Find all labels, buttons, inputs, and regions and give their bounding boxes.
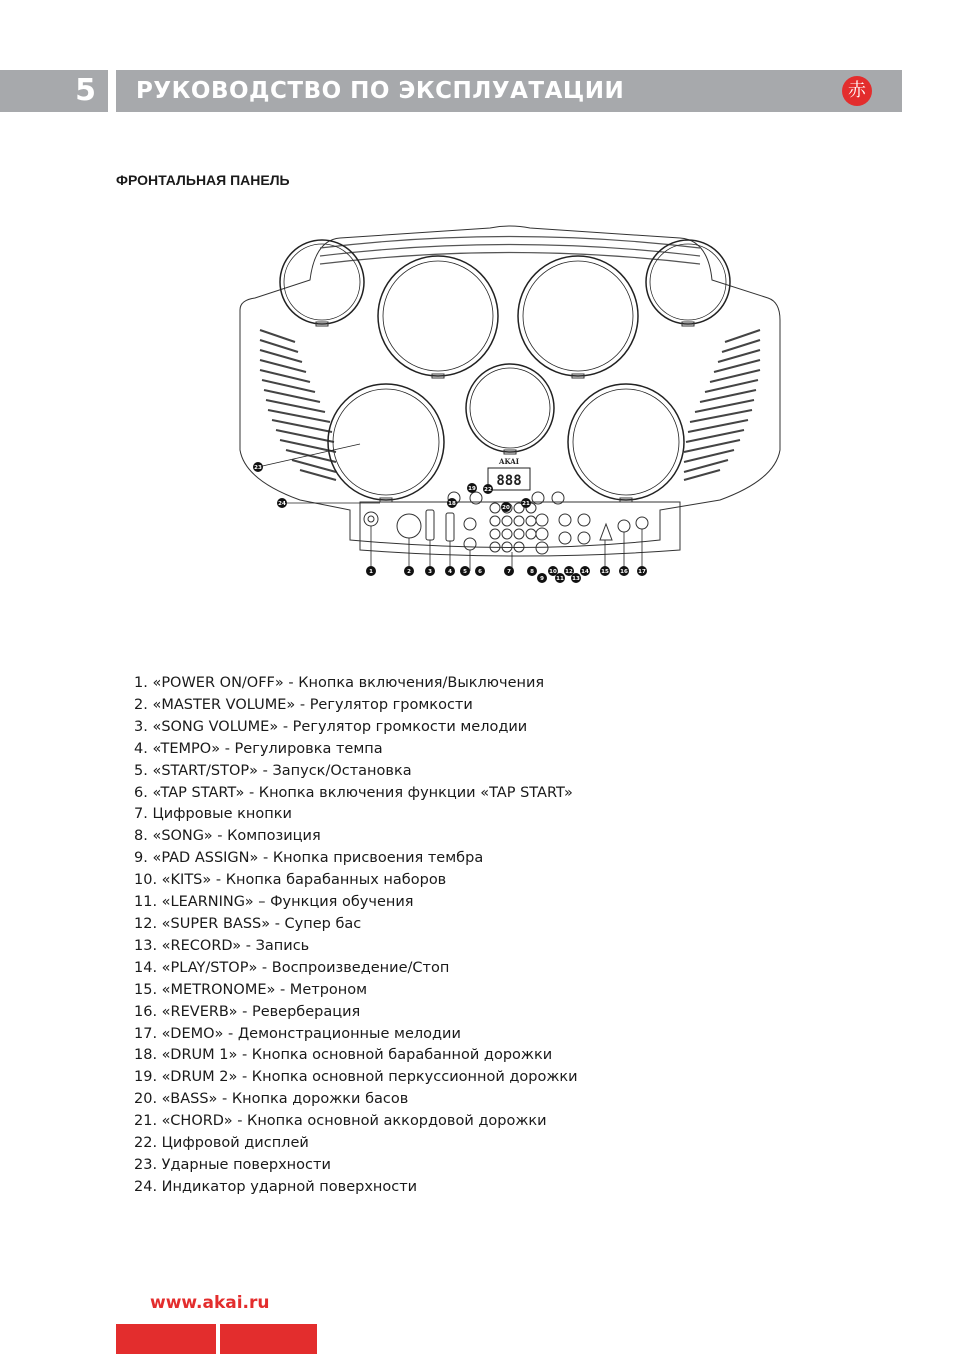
legend-item: 2. «MASTER VOLUME» - Регулятор громкости: [134, 696, 473, 713]
legend-item: 4. «TEMPO» - Регулировка темпа: [134, 740, 383, 757]
power-button: [364, 512, 378, 526]
footer-bar-left: [116, 1324, 216, 1354]
legend-item: 3. «SONG VOLUME» - Регулятор громкости мелодии: [134, 718, 528, 735]
callout-number: 13: [572, 576, 580, 583]
start-stop-button: [464, 518, 476, 530]
song-volume-slider: [426, 510, 434, 540]
callout-number: 8: [530, 569, 534, 576]
drum-pad: [280, 240, 364, 324]
drum-pad: [378, 256, 498, 376]
page-number-block: [0, 70, 108, 112]
legend-item: 13. «RECORD» - Запись: [134, 937, 310, 954]
legend-item: 9. «PAD ASSIGN» - Кнопка присвоения тембра: [134, 850, 484, 867]
callout-number: 20: [502, 505, 510, 512]
legend-item: 17. «DEMO» - Демонстрационные мелодии: [134, 1025, 461, 1042]
left-grille: [260, 330, 336, 480]
drum-pad: [328, 384, 444, 500]
legend-item: 1. «POWER ON/OFF» - Кнопка включения/Выключения: [134, 675, 545, 691]
akai-logo-badge: 赤: [842, 76, 872, 106]
brand-label: AKAI: [499, 457, 519, 466]
callout-number: 11: [556, 576, 564, 583]
tempo-slider: [446, 513, 454, 541]
drum-pad: [568, 384, 684, 500]
demo-button: [636, 517, 648, 529]
callout-number: 18: [448, 501, 456, 508]
device-outline: [240, 226, 780, 548]
right-grille: [684, 330, 760, 480]
callout-number: 24: [278, 501, 286, 508]
legend-item: 19. «DRUM 2» - Кнопка основной перкуссионной дорожки: [134, 1069, 578, 1086]
legend-item: 10. «KITS» - Кнопка барабанных наборов: [134, 872, 447, 889]
display-digits: 888: [496, 473, 522, 489]
legend-item: 22. Цифровой дисплей: [134, 1135, 309, 1152]
callout-number: 7: [507, 569, 511, 576]
metronome-icon: [600, 524, 612, 540]
legend-item: 20. «BASS» - Кнопка дорожки басов: [134, 1091, 409, 1108]
legend-item: 8. «SONG» - Композиция: [134, 828, 321, 845]
footer-bar-right: [220, 1324, 317, 1354]
callout-number: 22: [484, 487, 492, 494]
header-bar: [116, 70, 902, 112]
legend-item: 7. Цифровые кнопки: [134, 806, 292, 823]
callout-number: 12: [565, 569, 573, 576]
page-title: РУКОВОДСТВО ПО ЭКСПЛУАТАЦИИ: [136, 78, 625, 104]
legend-item: 18. «DRUM 1» - Кнопка основной барабанной дорожки: [134, 1047, 553, 1064]
legend-item: 16. «REVERB» - Реверберация: [134, 1003, 361, 1020]
callout-number: 23: [254, 465, 262, 472]
callout-number: 4: [448, 569, 452, 576]
legend-item: 6. «TAP START» - Кнопка включения функции «TAP START»: [134, 784, 573, 801]
master-volume-knob: [397, 514, 421, 538]
top-grille: [320, 237, 700, 265]
drum-pad: [518, 256, 638, 376]
callout-number: 21: [522, 501, 530, 508]
callout-number: 9: [540, 576, 544, 583]
callout-number: 14: [581, 569, 589, 576]
page-number: 5: [75, 73, 96, 108]
callout-number: 1: [369, 569, 373, 576]
callout-number: 3: [428, 569, 432, 576]
tap-start-button: [464, 538, 476, 550]
footer-url[interactable]: www.akai.ru: [150, 1293, 270, 1313]
legend-item: 14. «PLAY/STOP» - Воспроизведение/Стоп: [134, 959, 450, 976]
legend-item: 5. «START/STOP» - Запуск/Остановка: [134, 762, 412, 779]
front-panel-diagram: [220, 210, 800, 590]
callout-number: 5: [463, 569, 467, 576]
section-title: ФРОНТАЛЬНАЯ ПАНЕЛЬ: [116, 172, 290, 188]
callout-number: 6: [478, 569, 482, 576]
drum-pad: [466, 364, 554, 452]
numeric-buttons: [490, 503, 536, 552]
legend-item: 11. «LEARNING» – Функция обучения: [134, 894, 414, 911]
reverb-button: [618, 520, 630, 532]
legend-item: 12. «SUPER BASS» - Супер бас: [134, 915, 362, 932]
callout-number: 16: [620, 569, 628, 576]
legend-item: 23. Ударные поверхности: [134, 1156, 331, 1173]
legend-item: 15. «METRONOME» - Метроном: [134, 981, 368, 998]
callout-number: 10: [549, 569, 557, 576]
callout-number: 19: [468, 486, 476, 493]
legend-list: [134, 673, 578, 1199]
legend-item: 21. «CHORD» - Кнопка основной аккордовой дорожки: [134, 1113, 547, 1130]
callout-number: 2: [407, 569, 411, 576]
legend-item: 24. Индикатор ударной поверхности: [134, 1178, 418, 1195]
callout-number: 15: [601, 569, 609, 576]
callout-number: 17: [638, 569, 646, 576]
